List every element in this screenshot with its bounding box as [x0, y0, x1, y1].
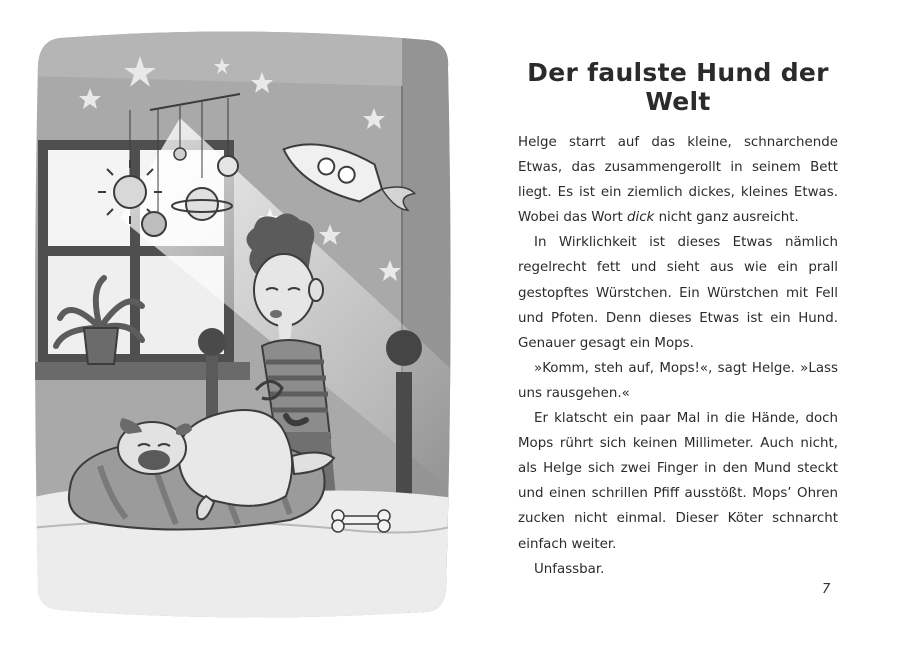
- emphasized-word: dick: [626, 210, 655, 226]
- paragraph: [518, 406, 838, 557]
- body-text: [518, 130, 838, 582]
- paragraph-text: »Komm, steh auf, Mops!«, sagt Helge. »Lass uns rausgehen.«: [518, 360, 838, 401]
- chapter-title: Der faulste Hund der Welt: [527, 58, 829, 116]
- paragraph-text: In Wirklichkeit ist dieses Etwas nämlich regelrecht fett und sieht aus wie ein prall gestopftes Würstchen. Ein Würstchen mit Fell und Pfoten. Denn dieses Etwas ist ein Hund. Genauer gesagt ein Mops.: [518, 235, 838, 351]
- paragraph-text: Unfassbar.: [534, 561, 605, 577]
- boy-and-pug-illustration: [30, 28, 454, 618]
- paragraph-text: nicht ganz ausreicht.: [654, 210, 799, 226]
- paragraph: [518, 557, 838, 582]
- paragraph: [518, 356, 838, 406]
- paragraph-text: Helge starrt auf das kleine, schnarchende Etwas, das zusammengerollt in seinem Bett liegt. Es ist ein ziemlich dickes, kleines Etwas. Wobei das Wort: [518, 135, 838, 226]
- paragraph-text: Er klatscht ein paar Mal in die Hände, doch Mops rührt sich keinen Millimeter. Auch nicht, als Helge sich zwei Finger in den Mund steckt und einen schrillen Pfiff ausstößt. Mops’ Ohren zucken nicht einmal. Dieser Köter schnarcht einfach weiter.: [518, 411, 838, 552]
- text-column: [518, 58, 838, 582]
- page-number: 7: [822, 582, 831, 597]
- paragraph: [518, 230, 838, 355]
- paragraph: [518, 130, 838, 230]
